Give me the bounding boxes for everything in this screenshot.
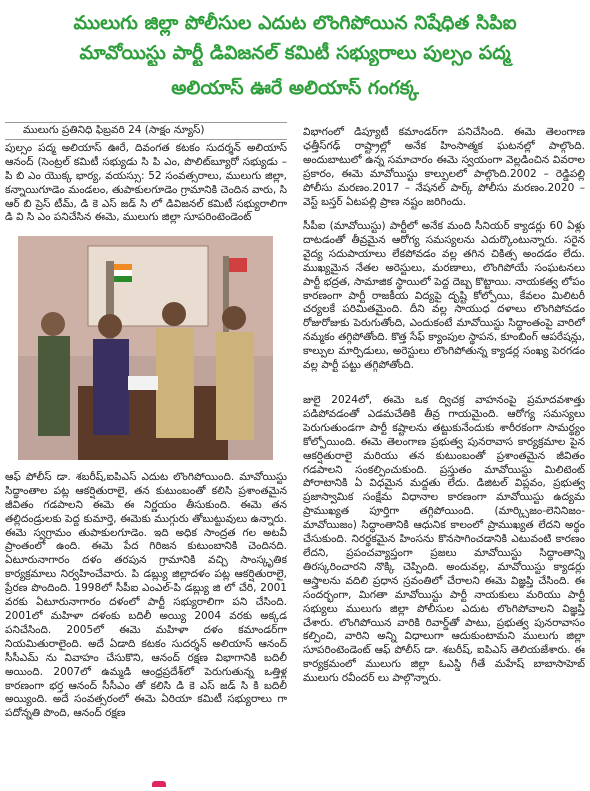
- photo-surrender-handover-icon: [18, 236, 273, 460]
- right-column: [303, 126, 585, 776]
- right-paragraph-3: జులై 2024లో, ఈమె ఒక ద్విచక్ర వాహనంపై ప్రమాదవశాత్తు పడిపోవడంతో ఎడమచేతికి తీవ్ర గాయమైంది. ఆరోగ్య సమస్యలు పెరుగుతుండగా పార్టీ కష్టాలను తట్టుకునేందుకు శారీరకంగా సామర్థ్యం కోల్పోయింది. ఈమె తెలంగాణ ప్రభుత్వ పునరావాస కార్యక్రమాల పైన ఆకర్షితురాలై మరియు తన కుటుంబంతో ప్రశాంతమైన జీవితం గడపాలని సంకల్పించుకుంది. ప్రస్తుతం మావోయిస్టు మిలిటెంట్ పోరాటానికి ఏ విధమైన మద్దతు లేదు. డిజిటల్ విప్లవం, ప్రభుత్వ ప్రజాస్వామిక సంక్షేమ విధానాల కారణంగా మావోయిస్టు ఉద్యమ ప్రాముఖ్యత పూర్తిగా తగ్గిపోయింది. (మార్క్సిజం-లెనినిజం-మావోయిజం) సిద్ధాంతానికి ఆధునిక కాలంలో ప్రాముఖ్యత లేదని అర్థం చేసుకుంది. నిరర్థకమైన హింసను కొనసాగించడానికి ఎటువంటి కారణం లేదని, ప్రపంచవ్యాప్తంగా ప్రజలు మావోయిస్టు సిద్ధాంతాన్ని తిరస్కరించారని నొక్కి చెప్పింది. అందువల్ల, మావోయిస్టు క్యాడర్లు ఆస్త్రాలను వదిలి ప్రధాన స్రవంతిలో చేరాలని ఈమె విజ్ఞప్తి చేసింది. ఈ సందర్భంగా, మిగతా మావోయిస్టు పార్టీ నాయకులు మరియు పార్టీ సభ్యులు ములుగు జిల్లా పోలీసుల ఎదుట లొంగిపోవాలని విజ్ఞప్తి చేశారు. లొంగిపోయిన వారికి రివార్డ్‌తో పాటు, ప్రభుత్వ పునరావాసం కల్పించి, వారిని అన్ని విధాలుగా ఆదుకుంటామని ములుగు జిల్లా సూపరింటెండెంట్ ఆఫ్ పోలీస్ డా. శబరీష్, ఐపిఎస్ తెలియజేశారు. ఈ కార్యక్రమంలో ములుగు జిల్లా ఓఎస్డి గీతే మహేష్ బాబాసాహెబ్ ములుగు రవీందర్ లు పాల్గొన్నారు.: [303, 394, 585, 685]
- headline-line-2: మావోయిస్టు పార్టీ డివిజనల్ కమిటీ సభ్యురాలు పుల్సం పద్మ: [79, 42, 511, 64]
- surrender-photo: [18, 236, 273, 460]
- left-paragraph-2: ఆఫ్ పోలీస్ డా. శబరీష్,ఐపిఎస్ ఎదుట లొంగిపోయింది. మావోయిస్టు సిద్ధాంతాల పట్ల ఆకర్షితురాలై, తన కుటుంబంతో కలిసి ప్రశాంతమైన జీవితం గడపాలని ఈమె ఈ నిర్ణయం తీసుకుంది. ఈమె తన తల్లిదండ్రులకు పెద్ద కుమార్తె, ఈమెకు ముగ్గురు తోబుట్టువులు ఉన్నారు. ఈమె స్వగ్రామం తుపాకులగూడెం. ఇది అధిక సాంద్రత గల అటవీ ప్రాంతంలో ఉంది. ఈమె పేద గిరిజన కుటుంబానికి చెందినది. ఏటూరునాగారం దళం తరపున గ్రామానికి వచ్చి సాంస్కృతిక కార్యక్రమాలు నిర్వహించేవారు. పి డబ్ల్యు జిల్లాదళం పట్ల ఆకర్షితురాలై, ప్రేరణ పొందింది. 1998లో సీపీఐ ఎంఎల్-పి డబ్ల్యు జి లో చేరి, 2001 వరకు ఏటూరునాగారం దళంలో పార్టీ సభ్యురాలిగా పని చేసింది. 2001లో మహిళా దళంకు బదిలీ అయ్యి 2004 వరకు అక్కడ పనిచేసింది. 2005లో ఈమె మహిళా దళం కమాండర్‌గా నియమితురాలైంది. అదే ఏడాది కటకం సుదర్శన్ అలియాస్ ఆనంద్ సీసీఎమ్ ను వివాహం చేసుకొని, ఆనంద్ రక్షణ విభాగానికి బదిలీ అయింది. 2007లో ఉమ్మడి ఆంధ్రప్రదేశ్‌లో పెరుగుతున్న ఒత్తిళ్ల కారణంగా భర్త ఆనంద్ సీసీఎం తో కలిసి డి కె ఎస్ జడ్ సి కి బదిలీ అయ్యింది. అదే సంవత్సరంలో ఈమె ఏరియా కమిటీ సభ్యురాలు గా పదోన్నతి పొంది, ఆనంద్ రక్షణ: [5, 470, 287, 720]
- right-paragraph-1: విభాగంలో డిప్యూటీ కమాండర్‌గా పనిచేసింది. ఈమె తెలంగాణ ఛత్తీస్‌గఢ్ రాష్ట్రాల్లో అనేక హింసాత్మక ఘటనల్లో పాల్గొంది. అందుబాటులో ఉన్న సమాచారం ఈమె స్వయంగా వెల్లడించిన వివరాల ప్రకారం, ఈమె మావోయిస్టు కాల్పులలో పాల్గొంది.2002 – రెడ్డిపల్లి పోలీసు మరణం.2017 – నేషనల్ పార్క్ పోలీసు మరణం.2020 – వెస్ట్ బస్తర్ ఏటపల్లి ప్రాణ నష్టం జరిగిందు.: [303, 126, 585, 208]
- headline: [0, 0, 590, 120]
- right-paragraph-2: సీపీఐ (మావోయిస్టు) పార్టీలో అనేక మంది సీనియర్ క్యాడర్లు 60 ఏళ్లు దాటడంతో తీవ్రమైన ఆరోగ్య సమస్యలను ఎదుర్కొంటున్నారు. సరైన వైద్య సదుపాయాలు లేకపోవడం వల్ల తగిన చికిత్స అందడం లేదు. ముఖ్యమైన నేతల అరెస్టులు, మరణాలు, లొంగిపోయే సంఘటనలు పార్టీ భద్రత, సామాజిక స్థాయిలో పెద్ద దెబ్బ కొట్టాయి. నాయకత్వ లోపం కారణంగా పార్టీ రాజకీయ విద్యపై దృష్టి కోల్పోయి, కేవలం మిలిటరీ చర్యలకే పరిమితమైంది. దీని వల్ల సాయుధ దళాలు లొంగిపోవడం రోజురోజుకు పెరుగుతోంది, ఎందుకంటే మావోయిస్టు సిద్ధాంతంపై వారిలో నమ్మకం తగ్గిపోతోంది. కొత్త సేఫ్ క్యాంపుల స్థాపన, కూంబింగ్ ఆపరేషన్లు, కాల్పుల మార్పిడులు, అరెస్టులు లొంగిపోతున్న క్యాడర్ల సంఖ్య పెరగడం వల్ల పార్టీ పట్టు తగ్గిపోతోంది.: [303, 220, 585, 372]
- dateline: ములుగు ప్రతినిధి ఫిబ్రవరి 24 (సాక్షం న్యూస్): [5, 122, 287, 140]
- left-paragraph-1: పుల్సం పద్మ అలియాస్ ఊరే, దివంగత కటకం సుదర్శన్ అలియాస్ ఆనంద్ (సెంట్రల్ కమిటీ సభ్యుడు సి పి ఎం, పొలిట్‌బ్యూరో సభ్యుడు – పి బి ఎం యొక్క భార్య, వయస్సు: 52 సంవత్సరాలు, ములుగు జిల్లా, కన్నాయిగూడెం మండలం, తుపాకులగూడెం గ్రామానికి చెందిన వారు, సి ఆర్ బి ప్రెస్ టీమ్, డి కె ఎస్ జడ్ సి లో డివిజనల్ కమిటీ సభ్యురాలిగా డి వి సి ఎం పనిచేసిన ఈమె, ములుగు జిల్లా సూపరింటెండెంట్: [5, 141, 287, 224]
- headline-line-3: అలియాస్ ఊరే అలియాస్ గంగక్క: [171, 77, 419, 99]
- page-marker: [152, 781, 166, 787]
- headline-line-1: ములుగు జిల్లా పోలీసుల ఎదుట లొంగిపోయిన నిషేధిత సిపిఐ: [73, 12, 517, 34]
